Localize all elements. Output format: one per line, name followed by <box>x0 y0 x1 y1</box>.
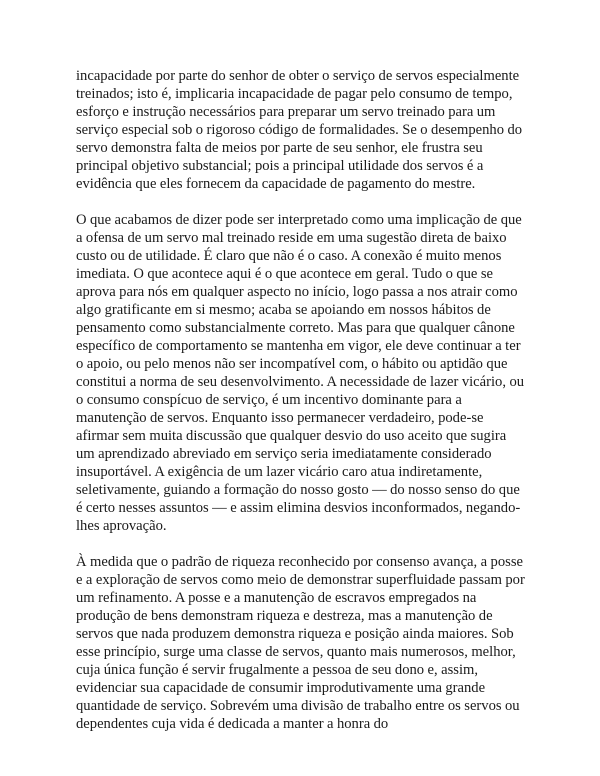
paragraph-3: À medida que o padrão de riqueza reconhecido por consenso avança, a posse e a exploração de servos como meio de demonstrar superfluidade passam por um refinamento. A posse e a manutenção de escravos empregados na produção de bens demonstram riqueza e destreza, mas a manutenção de servos que nada produzem demonstra riqueza e posição ainda maiores. Sob esse princípio, surge uma classe de servos, quanto mais numerosos, melhor, cuja única função é servir frugalmente a pessoa de seu dono e, assim, evidenciar sua capacidade de consumir improdutivamente uma grande quantidade de serviço. Sobrevém uma divisão de trabalho entre os servos ou dependentes cuja vida é dedicada a manter a honra do <box>76 554 525 732</box>
paragraph-1: incapacidade por parte do senhor de obter o serviço de servos especialmente treinados; isto é, implicaria incapacidade de pagar pelo consumo de tempo, esforço e instrução necessários para preparar um servo treinado para um serviço especial sob o rigoroso código de formalidades. Se o desempenho do servo demonstra falta de meios por parte de seu senhor, ele frustra seu principal objetivo substancial; pois a principal utilidade dos servos é a evidência que eles fornecem da capacidade de pagamento do mestre. <box>76 68 523 192</box>
document-page <box>76 67 528 733</box>
paragraph-2: O que acabamos de dizer pode ser interpretado como uma implicação de que a ofensa de um servo mal treinado reside em uma sugestão direta de baixo custo ou de utilidade. É claro que não é o caso. A conexão é muito menos imediata. O que acontece aqui é o que acontece em geral. Tudo o que se aprova para nós em qualquer aspecto no início, logo passa a nos atrair como algo gratificante em si mesmo; acaba se apoiando em nossos hábitos de pensamento como substancialmente correto. Mas para que qualquer cânone específico de comportamento se mantenha em vigor, ele deve continuar a ter o apoio, ou pelo menos não ser incompatível com, o hábito ou aptidão que constitui a norma de seu desenvolvimento. A necessidade de lazer vicário, ou o consumo conspícuo de serviço, é um incentivo dominante para a manutenção de servos. Enquanto isso permanecer verdadeiro, pode-se afirmar sem muita discussão que qualquer desvio do uso aceito que sugira um aprendizado abreviado em serviço seria imediatamente considerado insuportável. A exigência de um lazer vicário caro atua indiretamente, seletivamente, guiando a formação do nosso gosto — do nosso senso do que é certo nesses assuntos — e assim elimina desvios inconformados, negando-lhes aprovação. <box>76 212 525 534</box>
